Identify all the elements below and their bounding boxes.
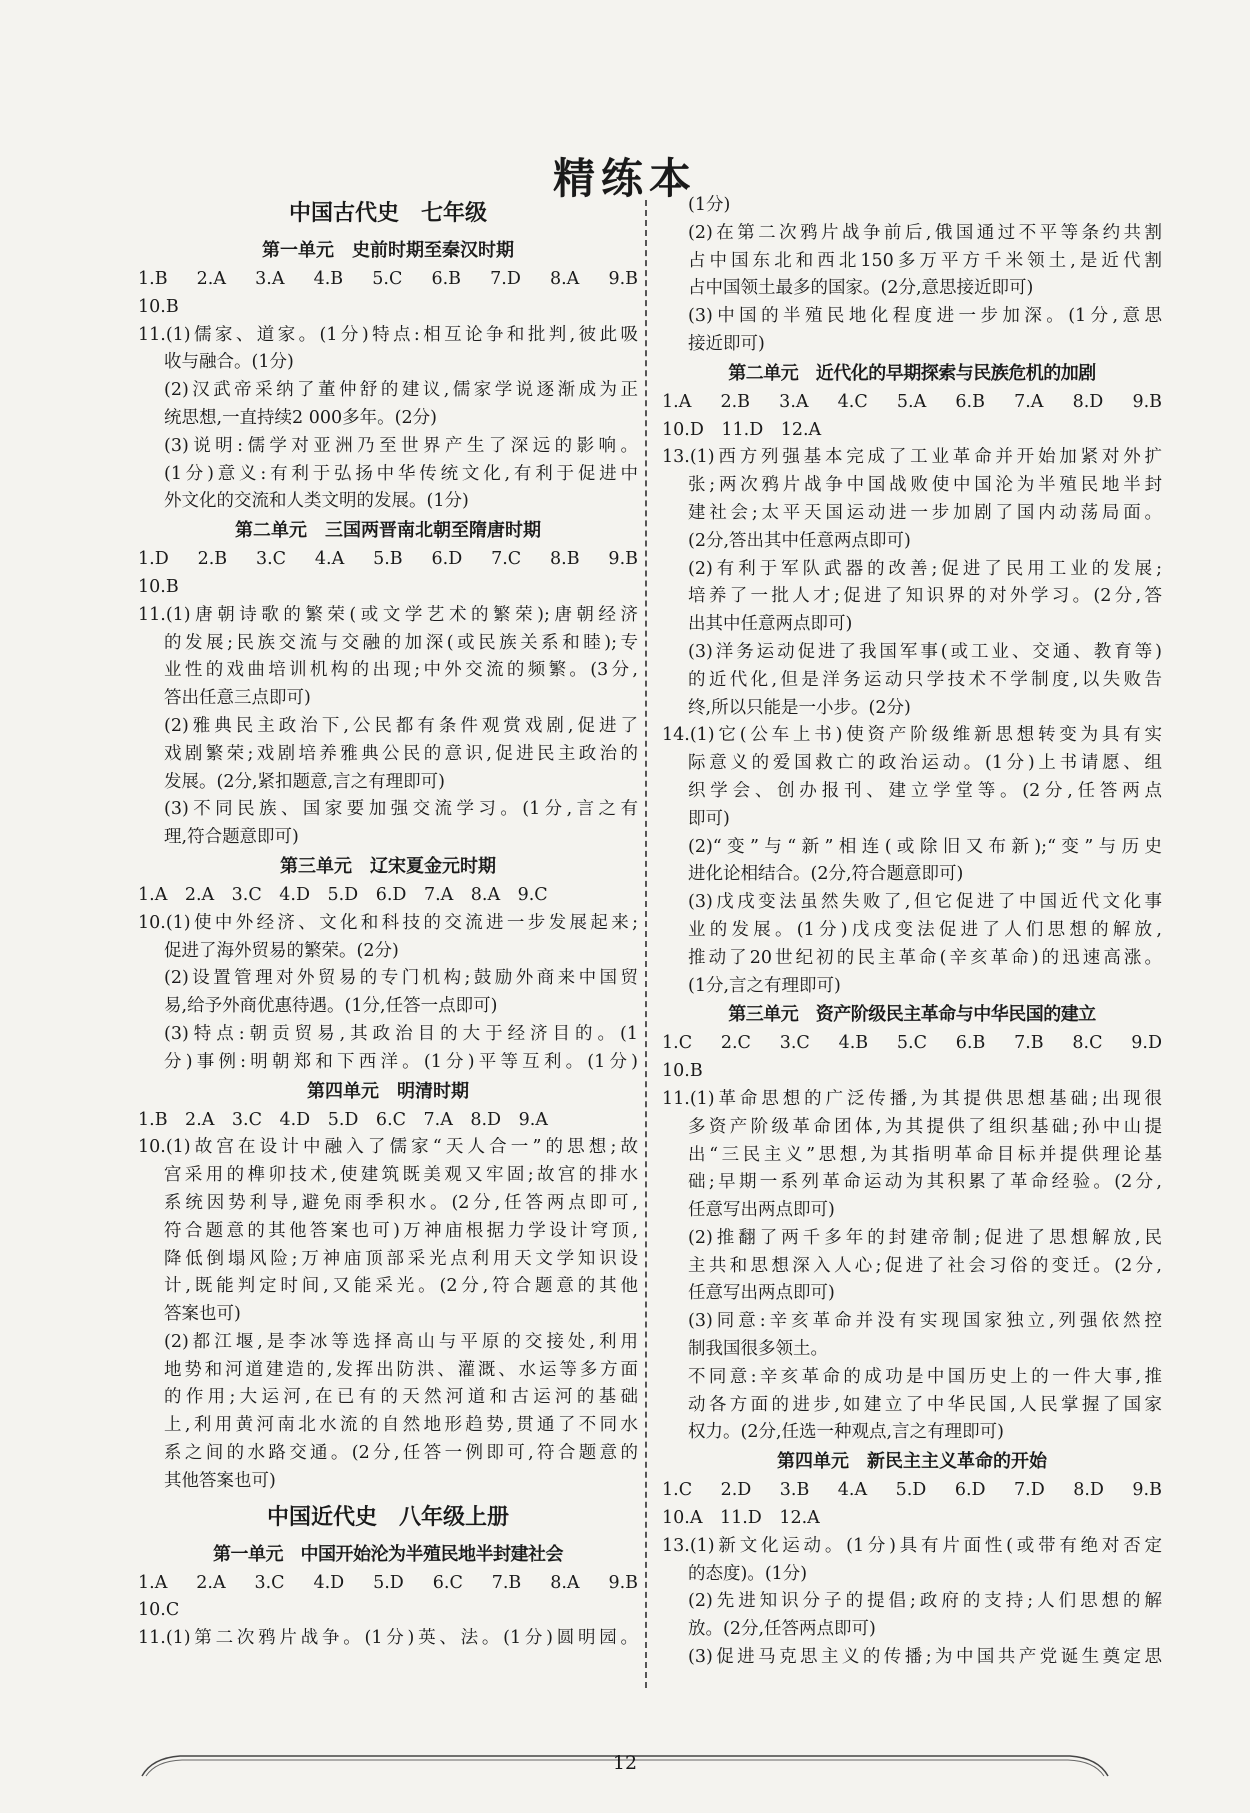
answer-line: 分)事例:明朝郑和下西洋。(1分)平等互利。(1分)	[164, 1051, 638, 1072]
answer-line: 13.(1)西方列强基本完成了工业革命并开始加紧对外扩	[662, 447, 1162, 468]
answer-line: 业的发展。(1分)戊戌变法促进了人们思想的解放,	[688, 919, 1162, 940]
answer-line: 发展。(2分,紧扣题意,言之有理即可)	[164, 771, 445, 792]
unit-heading: 第一单元 中国开始沦为半殖民地半封建社会	[213, 1543, 563, 1565]
answer-line: (2)“变”与“新”相连(或除旧又布新);“变”与历史	[688, 836, 1162, 857]
answer-line: 易,给予外商优惠待遇。(1分,任答一点即可)	[164, 996, 498, 1017]
unit-heading: 第二单元 近代化的早期探索与民族危机的加剧	[728, 362, 1096, 384]
answer-line: (3)说明:儒学对亚洲乃至世界产生了深远的影响。	[164, 435, 638, 456]
answer-line: 1.B 2.A 3.C 4.D 5.D 6.C 7.A 8.D 9.A	[138, 1109, 548, 1130]
answer-line: 的近代化,但是洋务运动只学技术不学制度,以失败告	[688, 669, 1162, 690]
answer-line: 促进了海外贸易的繁荣。(2分)	[164, 940, 399, 961]
answer-line: 降低倒塌风险;万神庙顶部采光点利用天文学知识设	[164, 1248, 638, 1269]
answer-line: 地势和河道建造的,发挥出防洪、灌溉、水运等多方面	[164, 1359, 638, 1380]
left-column	[138, 192, 638, 1653]
answer-line: 13.(1)新文化运动。(1分)具有片面性(或带有绝对否定	[662, 1535, 1162, 1556]
answer-line: 计,既能判定时间,又能采光。(2分,符合题意的其他	[164, 1276, 638, 1297]
answer-line: (3)同意:辛亥革命并没有实现国家独立,列强依然控	[688, 1311, 1162, 1332]
answer-line: 主共和思想深入人心;促进了社会习俗的变迁。(2分,	[688, 1255, 1162, 1276]
unit-heading: 第三单元 辽宋夏金元时期	[280, 855, 496, 877]
answer-line: 制我国很多领土。	[688, 1339, 828, 1360]
answer-line: 任意写出两点即可)	[688, 1200, 835, 1221]
answer-line: 任意写出两点即可)	[688, 1283, 835, 1304]
answer-line: 建社会;太平天国运动进一步加剧了国内动荡局面。	[688, 502, 1162, 523]
answer-line: (2)都江堰,是李冰等选择高山与平原的交接处,利用	[164, 1331, 638, 1352]
section-heading: 中国近代史 八年级上册	[266, 1504, 509, 1530]
unit-heading: 第一单元 史前时期至秦汉时期	[262, 240, 514, 261]
answer-line: 权力。(2分,任选一种观点,言之有理即可)	[688, 1422, 1004, 1443]
answer-line: (2)先进知识分子的提倡;政府的支持;人们思想的解	[688, 1591, 1162, 1612]
answer-line: 的作用;大运河,在已有的天然河道和古运河的基础	[164, 1387, 638, 1408]
answer-line: 答案也可)	[164, 1304, 241, 1325]
section-heading: 中国古代史 七年级	[288, 201, 487, 226]
answer-line: 11.(1)革命思想的广泛传播,为其提供思想基础;出现很	[662, 1088, 1162, 1109]
answer-line: 收与融合。(1分)	[164, 352, 294, 373]
answer-line: 即可)	[688, 808, 730, 829]
answer-line: 多资产阶级革命团体,为其提供了组织基础;孙中山提	[688, 1116, 1162, 1137]
answer-line: 动各方面的进步,如建立了中华民国,人民掌握了国家	[688, 1394, 1162, 1415]
answer-line: (2)汉武帝采纳了董仲舒的建议,儒家学说逐渐成为正	[164, 380, 638, 401]
unit-heading: 第四单元 明清时期	[307, 1080, 469, 1102]
answer-line: 其他答案也可)	[164, 1470, 276, 1491]
answer-line: 础;早期一系列革命运动为其积累了革命经验。(2分,	[688, 1172, 1162, 1193]
unit-heading: 第三单元 资产阶级民主革命与中华民国的建立	[728, 1004, 1096, 1026]
answer-line: (1分)意义:有利于弘扬中华传统文化,有利于促进中	[164, 463, 638, 484]
answer-line: 10.(1)使中外经济、文化和科技的交流进一步发展起来;	[138, 912, 638, 933]
answer-line: 占中国领土最多的国家。(2分,意思接近即可)	[688, 278, 1034, 299]
answer-line: 10.(1)故宫在设计中融入了儒家“天人合一”的思想;故	[138, 1137, 638, 1158]
answer-line: 业性的戏曲培训机构的出现;中外交流的频繁。(3分,	[164, 660, 638, 681]
answer-line: (1分)	[688, 195, 731, 215]
answer-line: (3)洋务运动促进了我国军事(或工业、交通、教育等)	[688, 641, 1162, 662]
answer-line: 1.D 2.B 3.C 4.A 5.B 6.D 7.C 8.B 9.B	[138, 549, 638, 570]
answer-line: 占中国东北和西北150多万平方千米领土,是近代割	[688, 250, 1162, 271]
answer-line: 进化论相结合。(2分,符合题意即可)	[688, 864, 964, 885]
answer-line: (3)戊戌变法虽然失败了,但它促进了中国近代文化事	[688, 892, 1162, 913]
answer-line: (1分,言之有理即可)	[688, 975, 841, 996]
answer-line: 符合题意的其他答案也可)万神庙根据力学设计穹顶,	[164, 1220, 638, 1241]
answer-line: 14.(1)它(公车上书)使资产阶级维新思想转变为具有实	[662, 725, 1162, 746]
answer-line: 理,符合题意即可)	[164, 827, 299, 848]
answer-line: 1.A 2.A 3.C 4.D 5.D 6.C 7.B 8.A 9.B	[138, 1572, 638, 1593]
answer-line: 1.C 2.C 3.C 4.B 5.C 6.B 7.B 8.C 9.D	[662, 1033, 1162, 1054]
answer-line: 的发展;民族交流与交融的加深(或民族关系和睦);专	[164, 632, 638, 653]
answer-line: 放。(2分,任答两点即可)	[688, 1619, 876, 1640]
answer-line: 10.B	[662, 1061, 703, 1082]
answer-line: 不同意:辛亥革命的成功是中国历史上的一件大事,推	[688, 1366, 1162, 1387]
answer-line: 系统因势利导,避免雨季积水。(2分,任答两点即可,	[164, 1192, 638, 1213]
answer-line: 上,利用黄河南北水流的自然地形趋势,贯通了不同水	[164, 1415, 638, 1436]
answer-line: 10.B	[138, 296, 179, 317]
answer-line: (3)中国的半殖民地化程度进一步加深。(1分,意思	[688, 306, 1162, 327]
answer-line: 出“三民主义”思想,为其指明革命目标并提供理论基	[688, 1144, 1162, 1165]
answer-line: 答出任意三点即可)	[164, 688, 311, 709]
answer-line: 10.C	[138, 1600, 180, 1621]
answer-line: 10.B	[138, 576, 179, 597]
answer-line: 培养了一批人才;促进了知识界的对外学习。(2分,答	[688, 586, 1162, 607]
answer-line: 1.A 2.B 3.A 4.C 5.A 6.B 7.A 8.D 9.B	[662, 391, 1162, 412]
answer-line: 终,所以只能是一小步。(2分)	[688, 697, 911, 718]
answer-line: 出其中任意两点即可)	[688, 614, 853, 635]
answer-line: (3)促进马克思主义的传播;为中国共产党诞生奠定思	[688, 1647, 1162, 1668]
answer-line: 张;两次鸦片战争中国战败使中国沦为半殖民地半封	[688, 475, 1162, 496]
answer-line: 11.(1)第二次鸦片战争。(1分)英、法。(1分)圆明园。	[138, 1628, 638, 1649]
answer-line: 的态度)。(1分)	[688, 1563, 808, 1584]
answer-line: 1.C 2.D 3.B 4.A 5.D 6.D 7.D 8.D 9.B	[662, 1480, 1162, 1501]
answer-line: (2)推翻了两千多年的封建帝制;促进了思想解放,民	[688, 1227, 1162, 1248]
answer-line: 接近即可)	[688, 333, 765, 354]
answer-line: 外文化的交流和人类文明的发展。(1分)	[164, 491, 469, 512]
page-title: 精练本	[552, 154, 697, 203]
answer-line: (2)雅典民主政治下,公民都有条件观赏戏剧,促进了	[164, 715, 638, 736]
right-column	[662, 192, 1162, 1672]
answer-line: 10.D 11.D 12.A	[662, 419, 822, 440]
unit-heading: 第二单元 三国两晋南北朝至隋唐时期	[235, 520, 541, 542]
column-divider	[645, 200, 647, 1688]
answer-line: 戏剧繁荣;戏剧培养雅典公民的意识,促进民主政治的	[164, 743, 638, 764]
answer-line: (3)特点:朝贡贸易,其政治目的大于经济目的。(1	[164, 1023, 638, 1044]
answer-line: 系之间的水路交通。(2分,任答一例即可,符合题意的	[164, 1443, 638, 1464]
answer-line: 际意义的爱国救亡的政治运动。(1分)上书请愿、组	[688, 753, 1162, 774]
answer-line: 推动了20世纪初的民主革命(辛亥革命)的迅速高涨。	[688, 947, 1162, 968]
answer-line: 织学会、创办报刊、建立学堂等。(2分,任答两点	[688, 780, 1162, 801]
answer-line: 宫采用的榫卯技术,使建筑既美观又牢固;故宫的排水	[164, 1165, 638, 1186]
answer-line: (2)设置管理对外贸易的专门机构;鼓励外商来中国贸	[164, 968, 638, 989]
answer-line: (3)不同民族、国家要加强交流学习。(1分,言之有	[164, 799, 638, 820]
page-number: 12	[612, 1752, 638, 1774]
answer-line: (2分,答出其中任意两点即可)	[688, 530, 911, 551]
answer-line: 10.A 11.D 12.A	[662, 1508, 820, 1529]
answer-line: 统思想,一直持续2 000多年。(2分)	[164, 407, 437, 428]
answer-line: 1.B 2.A 3.A 4.B 5.C 6.B 7.D 8.A 9.B	[138, 269, 638, 289]
answer-line: (2)在第二次鸦片战争前后,俄国通过不平等条约共割	[688, 222, 1162, 243]
answer-line: 11.(1)唐朝诗歌的繁荣(或文学艺术的繁荣);唐朝经济	[138, 604, 638, 625]
answer-line: (2)有利于军队武器的改善;促进了民用工业的发展;	[688, 558, 1162, 579]
answer-line: 11.(1)儒家、道家。(1分)特点:相互论争和批判,彼此吸	[138, 324, 638, 345]
answer-line: 1.A 2.A 3.C 4.D 5.D 6.D 7.A 8.A 9.C	[138, 884, 548, 905]
unit-heading: 第四单元 新民主主义革命的开始	[777, 1451, 1047, 1473]
